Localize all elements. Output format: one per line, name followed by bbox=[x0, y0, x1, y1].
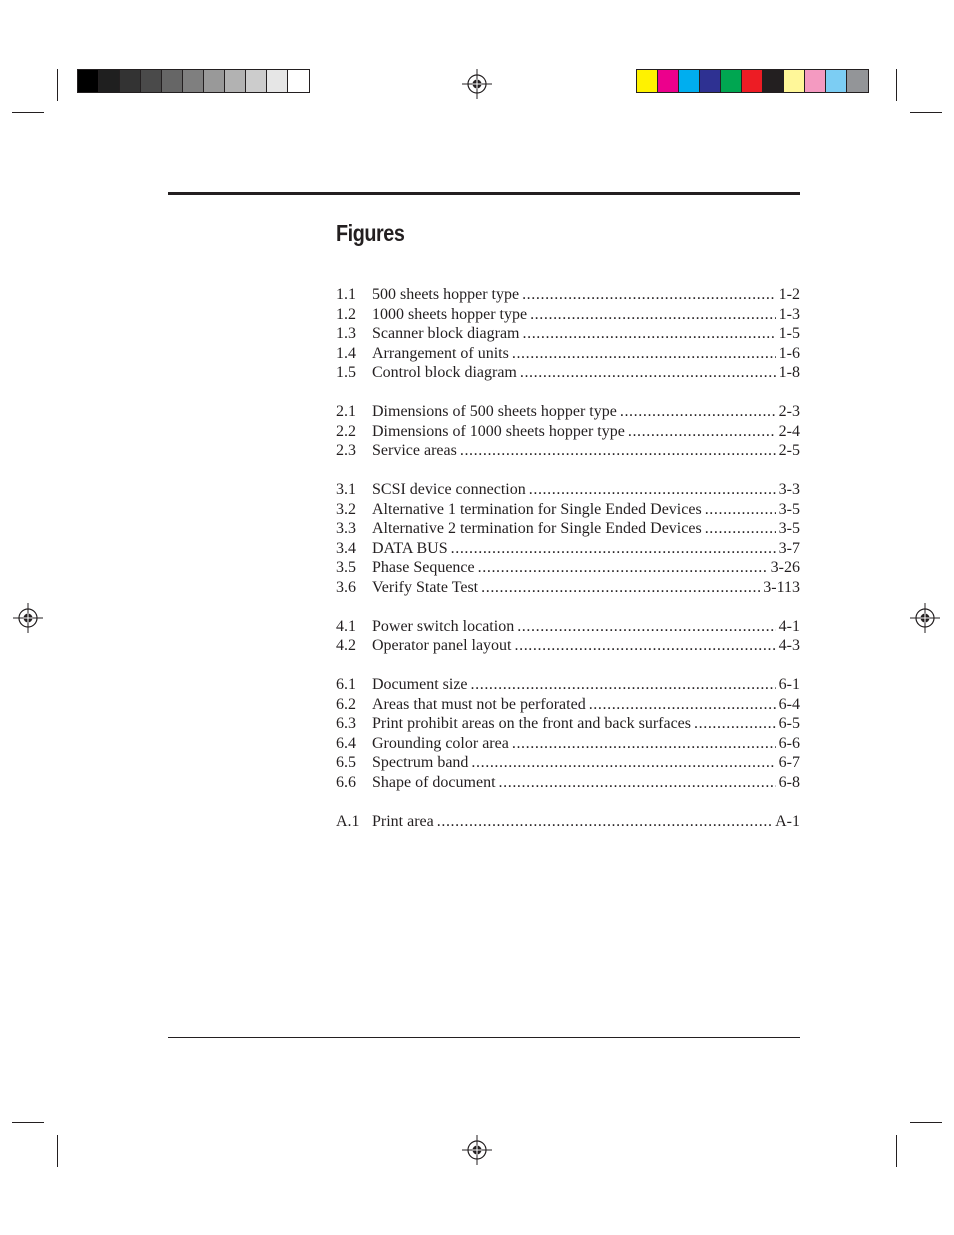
dot-leader bbox=[529, 480, 776, 500]
figure-entry[interactable] bbox=[336, 324, 800, 344]
figure-group bbox=[336, 617, 800, 656]
figure-label: Service areas bbox=[372, 442, 457, 459]
figure-entry[interactable] bbox=[336, 344, 800, 364]
figure-label: Print prohibit areas on the front and back surfaces bbox=[372, 715, 692, 732]
figure-entry[interactable] bbox=[336, 578, 800, 598]
figure-label: Spectrum band bbox=[372, 754, 469, 771]
figure-number: 6.5 bbox=[336, 754, 356, 771]
figure-entry[interactable] bbox=[336, 422, 800, 442]
figure-number: 6.2 bbox=[336, 695, 356, 713]
color-swatch bbox=[805, 70, 826, 92]
dot-leader bbox=[705, 500, 776, 520]
color-swatch bbox=[763, 70, 784, 92]
dot-leader bbox=[471, 753, 775, 773]
dot-leader bbox=[530, 305, 776, 325]
dot-leader bbox=[523, 324, 776, 344]
figure-entry[interactable] bbox=[336, 558, 800, 578]
color-swatch bbox=[637, 70, 658, 92]
figure-group bbox=[336, 480, 800, 597]
figure-group bbox=[336, 812, 800, 832]
color-swatch bbox=[679, 70, 700, 92]
figure-entry[interactable] bbox=[336, 812, 800, 832]
registration-target-icon bbox=[462, 1135, 492, 1165]
figure-label: Dimensions of 1000 sheets hopper type bbox=[372, 422, 625, 440]
page-title: Figures bbox=[336, 220, 405, 246]
figure-label: Control block diagram bbox=[372, 364, 517, 381]
figure-number: 6.4 bbox=[336, 734, 356, 752]
figure-page: 6-4 bbox=[778, 695, 800, 713]
figure-group bbox=[336, 402, 800, 461]
gray-swatch bbox=[120, 70, 141, 92]
figure-label: Shape of document bbox=[372, 773, 496, 791]
figure-entry[interactable] bbox=[336, 305, 800, 325]
figure-page: 4-1 bbox=[778, 617, 800, 635]
figure-label: Alternative 2 termination for Single Ended Devices bbox=[372, 520, 702, 537]
figure-label: Power switch location bbox=[372, 617, 515, 635]
dot-leader bbox=[471, 675, 776, 695]
gray-swatch bbox=[183, 70, 204, 92]
figure-entry[interactable] bbox=[336, 539, 800, 559]
gray-swatch bbox=[99, 70, 120, 92]
gray-swatch bbox=[288, 70, 309, 92]
figure-page: 3-3 bbox=[778, 481, 800, 498]
figure-number: 3.5 bbox=[336, 559, 356, 576]
figure-label: Grounding color area bbox=[372, 734, 509, 752]
figure-number: 2.1 bbox=[336, 403, 356, 420]
dot-leader bbox=[460, 441, 776, 461]
figure-page: 2-5 bbox=[778, 442, 800, 459]
figure-number: 1.5 bbox=[336, 364, 356, 381]
figure-number: A.1 bbox=[336, 812, 360, 830]
header-rule bbox=[168, 192, 800, 195]
dot-leader bbox=[512, 734, 776, 754]
figure-number: 1.1 bbox=[336, 286, 356, 303]
figure-entry[interactable] bbox=[336, 617, 800, 637]
figure-page: 6-5 bbox=[778, 715, 800, 732]
figure-page: 3-26 bbox=[770, 559, 800, 576]
color-swatch bbox=[721, 70, 742, 92]
figure-page: 6-7 bbox=[778, 754, 800, 771]
figure-label: 500 sheets hopper type bbox=[372, 286, 520, 303]
gray-swatch bbox=[204, 70, 225, 92]
figure-label: Print area bbox=[372, 812, 434, 830]
figure-page: 4-3 bbox=[778, 637, 800, 654]
crop-mark-top-right-h bbox=[910, 112, 942, 113]
figure-entry[interactable] bbox=[336, 441, 800, 461]
crop-mark-bottom-left-v bbox=[57, 1135, 58, 1167]
registration-target-icon bbox=[13, 603, 43, 633]
figure-entry[interactable] bbox=[336, 636, 800, 656]
figure-entry[interactable] bbox=[336, 285, 800, 305]
dot-leader bbox=[520, 363, 776, 383]
figure-number: 1.4 bbox=[336, 344, 356, 362]
figure-label: Areas that must not be perforated bbox=[372, 695, 586, 713]
color-swatch bbox=[784, 70, 805, 92]
dot-leader bbox=[499, 773, 776, 793]
figure-label: Phase Sequence bbox=[372, 559, 475, 576]
gray-swatch bbox=[162, 70, 183, 92]
figure-entry[interactable] bbox=[336, 714, 800, 734]
figure-label: 1000 sheets hopper type bbox=[372, 305, 528, 323]
figure-label: Verify State Test bbox=[372, 578, 479, 596]
figure-number: 6.6 bbox=[336, 773, 356, 791]
color-swatch bbox=[742, 70, 763, 92]
dot-leader bbox=[451, 539, 776, 559]
figure-number: 2.3 bbox=[336, 442, 356, 459]
color-swatch bbox=[658, 70, 679, 92]
dot-leader bbox=[620, 402, 776, 422]
figure-number: 2.2 bbox=[336, 422, 356, 440]
figure-label: Dimensions of 500 sheets hopper type bbox=[372, 403, 617, 420]
figure-label: Alternative 1 termination for Single Ended Devices bbox=[372, 500, 702, 518]
crop-mark-bottom-right-v bbox=[896, 1135, 897, 1167]
figure-group bbox=[336, 285, 800, 383]
color-swatch bbox=[847, 70, 868, 92]
figure-label: Document size bbox=[372, 676, 468, 693]
figure-entry[interactable] bbox=[336, 753, 800, 773]
figure-page: 3-7 bbox=[778, 539, 800, 557]
figure-page: 1-2 bbox=[778, 286, 800, 303]
registration-target-icon bbox=[910, 603, 940, 633]
figure-label: Scanner block diagram bbox=[372, 325, 520, 342]
color-swatch bbox=[700, 70, 721, 92]
dot-leader bbox=[705, 519, 776, 539]
footer-rule bbox=[168, 1037, 800, 1038]
figure-entry[interactable] bbox=[336, 500, 800, 520]
figure-label: DATA BUS bbox=[372, 539, 448, 557]
figure-page: 1-5 bbox=[778, 325, 800, 342]
gray-swatch bbox=[141, 70, 162, 92]
dot-leader bbox=[589, 695, 776, 715]
figure-entry[interactable] bbox=[336, 773, 800, 793]
figure-group bbox=[336, 675, 800, 792]
crop-mark-top-left-h bbox=[12, 112, 44, 113]
figure-number: 4.2 bbox=[336, 637, 356, 654]
figure-label: Operator panel layout bbox=[372, 637, 512, 654]
gray-swatch bbox=[267, 70, 288, 92]
figure-entry[interactable] bbox=[336, 363, 800, 383]
gray-swatch bbox=[225, 70, 246, 92]
crop-mark-top-left-v bbox=[57, 69, 58, 101]
figure-number: 3.6 bbox=[336, 578, 356, 596]
figure-entry[interactable] bbox=[336, 402, 800, 422]
dot-leader bbox=[694, 714, 776, 734]
figure-entry[interactable] bbox=[336, 480, 800, 500]
figure-page: 3-5 bbox=[778, 520, 800, 537]
figure-page: 3-113 bbox=[763, 578, 800, 596]
figure-page: 3-5 bbox=[778, 500, 800, 518]
crop-mark-top-right-v bbox=[896, 69, 897, 101]
figure-number: 4.1 bbox=[336, 617, 356, 635]
figure-page: 6-8 bbox=[778, 773, 800, 791]
process-color-bar bbox=[636, 69, 869, 93]
grayscale-color-bar bbox=[77, 69, 310, 93]
figure-number: 6.3 bbox=[336, 715, 356, 732]
figures-list bbox=[336, 285, 800, 851]
figure-number: 3.4 bbox=[336, 539, 356, 557]
figure-page: 1-3 bbox=[778, 305, 800, 323]
crop-mark-bottom-right-h bbox=[910, 1122, 942, 1123]
figure-page: 1-6 bbox=[778, 344, 800, 362]
gray-swatch bbox=[78, 70, 99, 92]
dot-leader bbox=[512, 344, 776, 364]
figure-entry[interactable] bbox=[336, 695, 800, 715]
figure-number: 1.3 bbox=[336, 325, 356, 342]
figure-number: 6.1 bbox=[336, 676, 356, 693]
figure-label: Arrangement of units bbox=[372, 344, 509, 362]
dot-leader bbox=[481, 578, 760, 598]
color-swatch bbox=[826, 70, 847, 92]
dot-leader bbox=[628, 422, 776, 442]
figure-number: 3.1 bbox=[336, 481, 356, 498]
figure-label: SCSI device connection bbox=[372, 481, 526, 498]
figure-page: 6-6 bbox=[778, 734, 800, 752]
dot-leader bbox=[515, 636, 776, 656]
figure-number: 1.2 bbox=[336, 305, 356, 323]
figure-page: 6-1 bbox=[778, 676, 800, 693]
figure-page: 1-8 bbox=[778, 364, 800, 381]
figure-page: A-1 bbox=[775, 812, 800, 830]
figure-entry[interactable] bbox=[336, 734, 800, 754]
figure-number: 3.2 bbox=[336, 500, 356, 518]
gray-swatch bbox=[246, 70, 267, 92]
registration-target-icon bbox=[462, 69, 492, 99]
figure-entry[interactable] bbox=[336, 675, 800, 695]
dot-leader bbox=[437, 812, 772, 832]
figure-page: 2-3 bbox=[778, 403, 800, 420]
figure-entry[interactable] bbox=[336, 519, 800, 539]
figure-number: 3.3 bbox=[336, 520, 356, 537]
figure-page: 2-4 bbox=[778, 422, 800, 440]
crop-mark-bottom-left-h bbox=[12, 1122, 44, 1123]
dot-leader bbox=[517, 617, 775, 637]
dot-leader bbox=[478, 558, 768, 578]
dot-leader bbox=[522, 285, 776, 305]
